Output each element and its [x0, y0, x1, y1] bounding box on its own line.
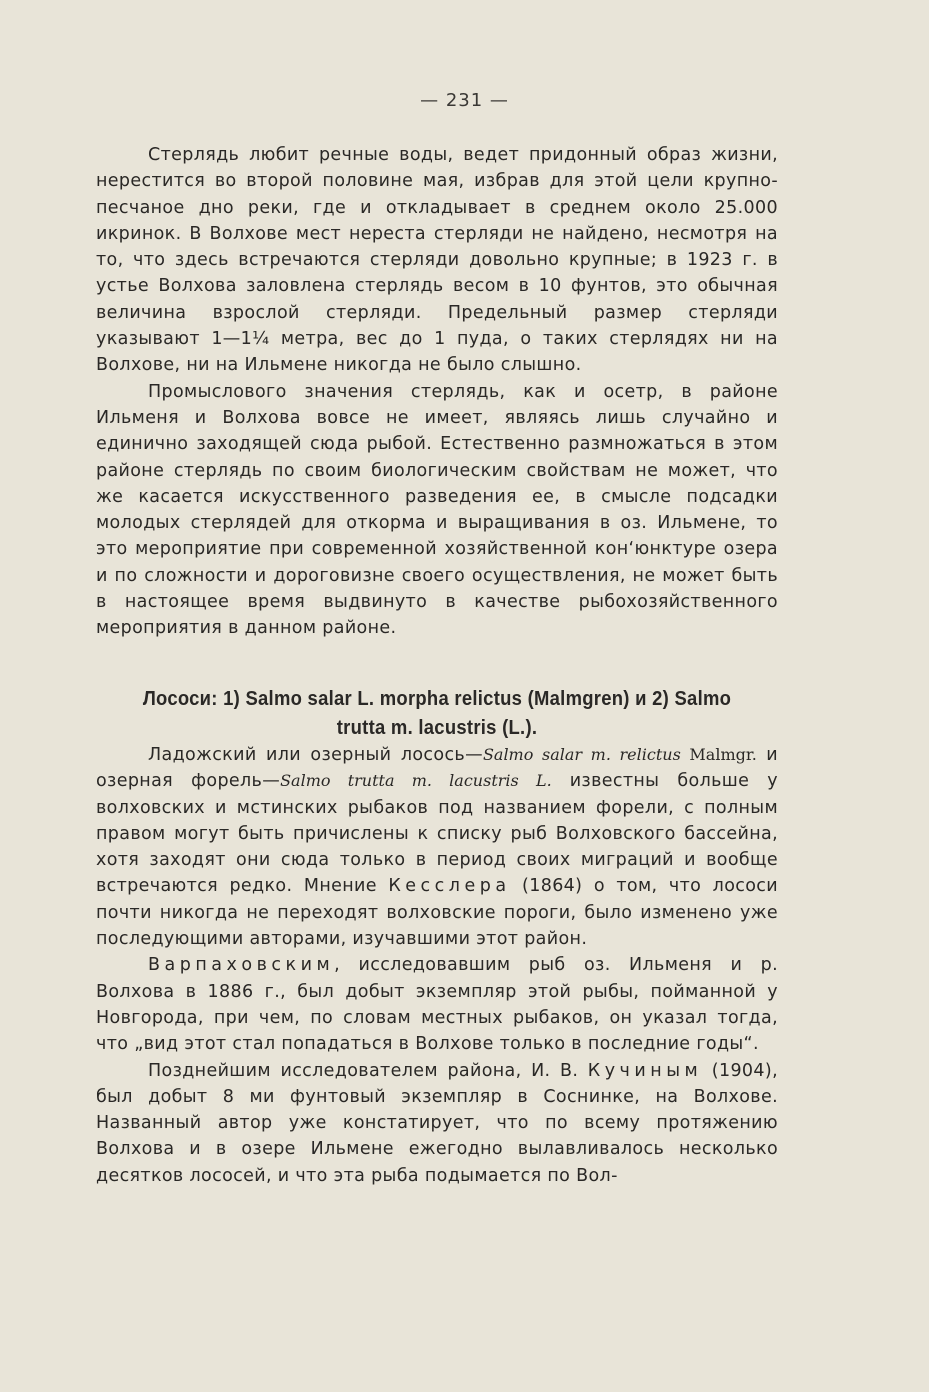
sterlet-paragraph-1: Стерлядь любит речные воды, ведет придонный образ жизни, нерестится во второй половине мая, избрав для этой цели крупно-песчаное дно реки, где и откладывает в среднем около 25.000 икринок. В Волхове мест нереста стерляди не найдено, несмотря на то, что здесь встречаются стерляди довольно крупные; в 1923 г. в устье Волхова заловлена стерлядь весом в 10 фунтов, это обычная величина взрослой стерляди. Предельный размер стерляди указывают 1—1¼ метра, вес до 1 пуда, о таких стерлядях ни на Волхове, ни на Ильмене никогда не было слышно. — [96, 145, 778, 376]
salmon-paragraph-3 — [96, 1058, 778, 1189]
sterlet-section — [96, 142, 778, 642]
text-run: Ладожский или озерный лосось— — [148, 745, 483, 765]
section-heading-line-2: trutta m. lacustris (L.). — [336, 716, 538, 739]
salmon-paragraph-2 — [96, 952, 778, 1057]
author-name: Варпаховским — [148, 955, 335, 976]
text-run: , исследовавшим рыб оз. Ильменя и р. Волхова в 1886 г., был добыт экземпляр этой рыбы, пойманной у Новгорода, при чем, по словам местных рыбаков, он указал тогда, что „вид этот стал попадаться в Волхове только в последние годы“. — [96, 955, 778, 1055]
author-name: Кучиным — [587, 1060, 703, 1081]
author-name: Malmgr. — [680, 745, 757, 764]
latin-name: Salmo trutta m. lacustris L. — [280, 771, 552, 791]
author-name: Кесслера — [388, 876, 511, 897]
sterlet-paragraph-2: Промыслового значения стерлядь, как и осетр, в районе Ильменя и Волхова вовсе не имеет, являясь лишь случайно и единично заходящей сюда рыбой. Естественно размножаться в этом районе стерлядь по своим биологическим свойствам не может, что же касается искусственного разведения ее, в смысле подсадки молодых стерлядей для откорма и выращивания в оз. Ильмене, то это мероприятие при современной хозяйственной кон‘юнктуре озера и по сложности и дороговизне своего осуществления, не может быть в настоящее время выдвинуто в качестве рыбохозяйственного мероприятия в данном районе. — [96, 381, 778, 639]
text-run: (1904), был добыт 8 ми фунтовый экземпляр в Соснинке, на Волхове. Названный автор уже констатирует, что по всему протяжению Волхова и в озере Ильмене ежегодно вылавливалось несколько десятков лососей, и что эта рыба подымается по Вол- — [96, 1060, 778, 1186]
text-run: и озерная форель— — [96, 745, 778, 792]
latin-name: Salmo salar m. relictus — [482, 745, 681, 764]
text-run: известны больше у волховских и мстинских рыбаков под названием форели, с полным правом могут быть причислены к списку рыб Волховского бассейна, хотя заходят они сюда только в период своих миграций и вообще встречаются редко. Мнение — [96, 771, 778, 897]
text-run: (1864) о том, что лососи почти никогда не переходят волховские пороги, было изменено уже последующими авторами, изучавшими этот район. — [96, 876, 778, 950]
salmon-section — [96, 742, 778, 1189]
page-number: — 231 — — [420, 90, 509, 111]
section-heading-line-1: Лососи: 1) Salmo salar L. morpha relictus (Malmgren) и 2) Salmo — [142, 687, 732, 710]
text-run: Позднейшим исследователем района, И. В. — [148, 1060, 588, 1081]
salmon-paragraph-1 — [96, 742, 778, 952]
section-heading — [130, 684, 744, 742]
